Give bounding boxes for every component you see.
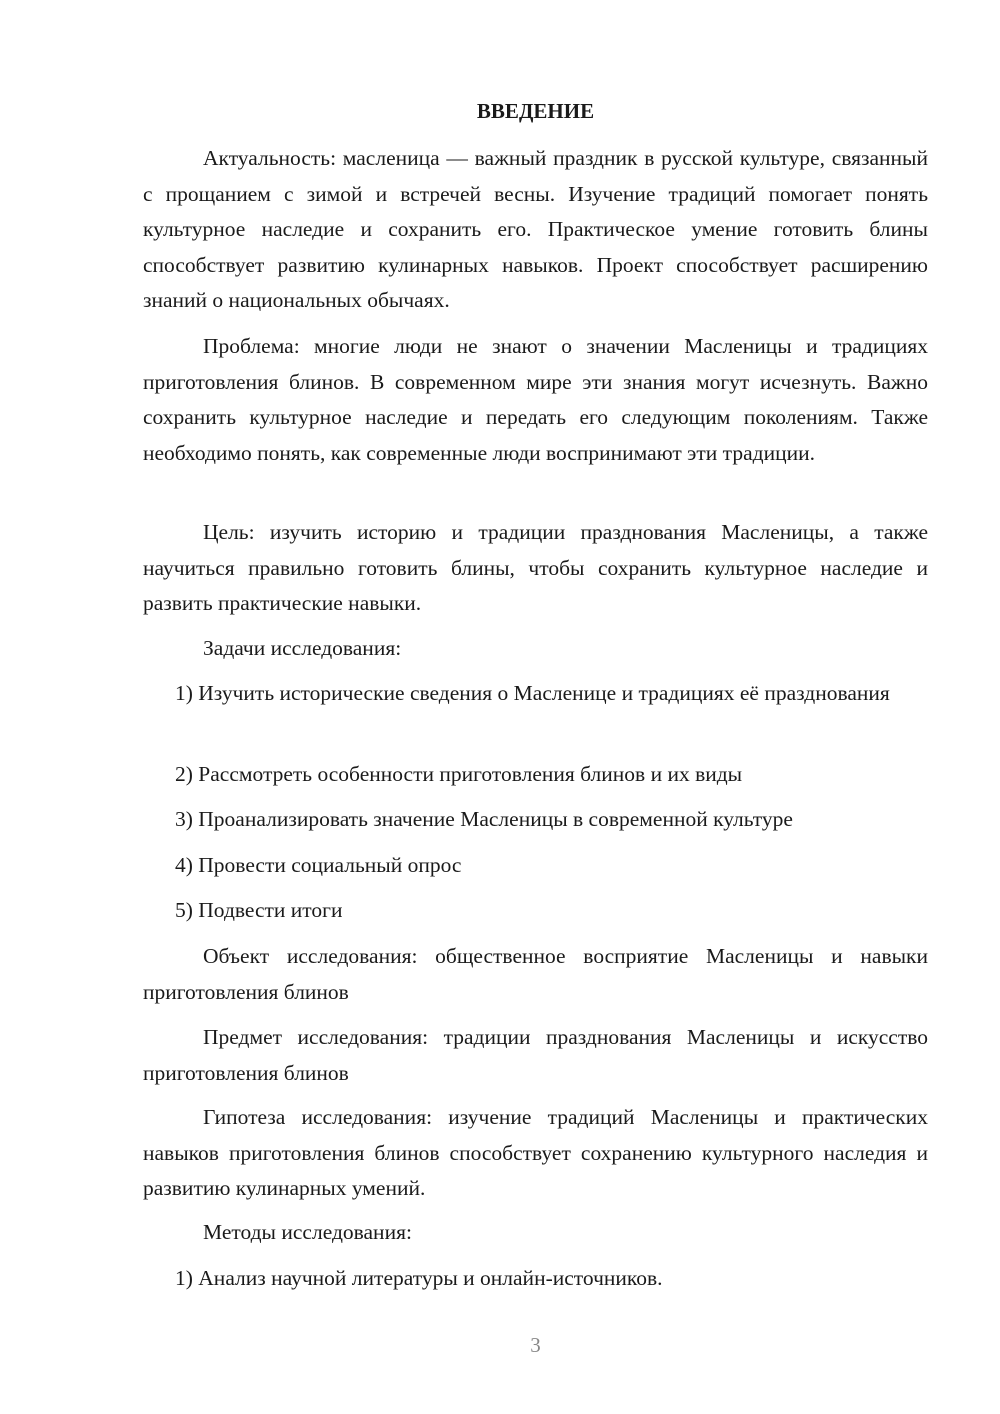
page-number: 3 <box>530 1333 541 1357</box>
task-item: 5) Подвести итоги <box>175 898 343 922</box>
task-item: 1) Изучить исторические сведения о Масленице и традициях её празднования <box>175 681 890 705</box>
paragraph-relevance: Актуальность: масленица — важный праздник в русской культуре, связанный с прощанием с зимой и встречей весны. Изучение традиций помогает понять культурное наследие и сохранить его. Практическое умение готовить блины способствует развитию кулинарных навыков. Проект способствует расширению знаний о национальных обычаях. <box>143 146 928 312</box>
paragraph-problem: Проблема: многие люди не знают о значении Масленицы и традициях приготовления блинов. В современном мире эти знания могут исчезнуть. Важно сохранить культурное наследие и передать его следующим поколениям. Также необходимо понять, как современные люди воспринимают эти традиции. <box>143 334 928 465</box>
tasks-heading: Задачи исследования: <box>203 636 402 660</box>
methods-heading: Методы исследования: <box>203 1220 412 1244</box>
task-item: 2) Рассмотреть особенности приготовления блинов и их виды <box>175 762 743 786</box>
document-page <box>143 0 928 1414</box>
task-item: 4) Провести социальный опрос <box>175 853 462 877</box>
paragraph-hypothesis: Гипотеза исследования: изучение традиций Масленицы и практических навыков приготовления блинов способствует сохранению культурного наследия и развитию кулинарных умений. <box>143 1105 928 1200</box>
paragraph-subject: Предмет исследования: традиции празднования Масленицы и искусство приготовления блинов <box>143 1025 928 1085</box>
page-title: ВВЕДЕНИЕ <box>476 99 595 123</box>
method-item: 1) Анализ научной литературы и онлайн-источников. <box>175 1266 663 1290</box>
paragraph-object: Объект исследования: общественное восприятие Масленицы и навыки приготовления блинов <box>143 944 928 1004</box>
task-item: 3) Проанализировать значение Масленицы в современной культуре <box>175 807 793 831</box>
paragraph-goal: Цель: изучить историю и традиции празднования Масленицы, а также научиться правильно готовить блины, чтобы сохранить культурное наследие и развить практические навыки. <box>143 520 928 615</box>
